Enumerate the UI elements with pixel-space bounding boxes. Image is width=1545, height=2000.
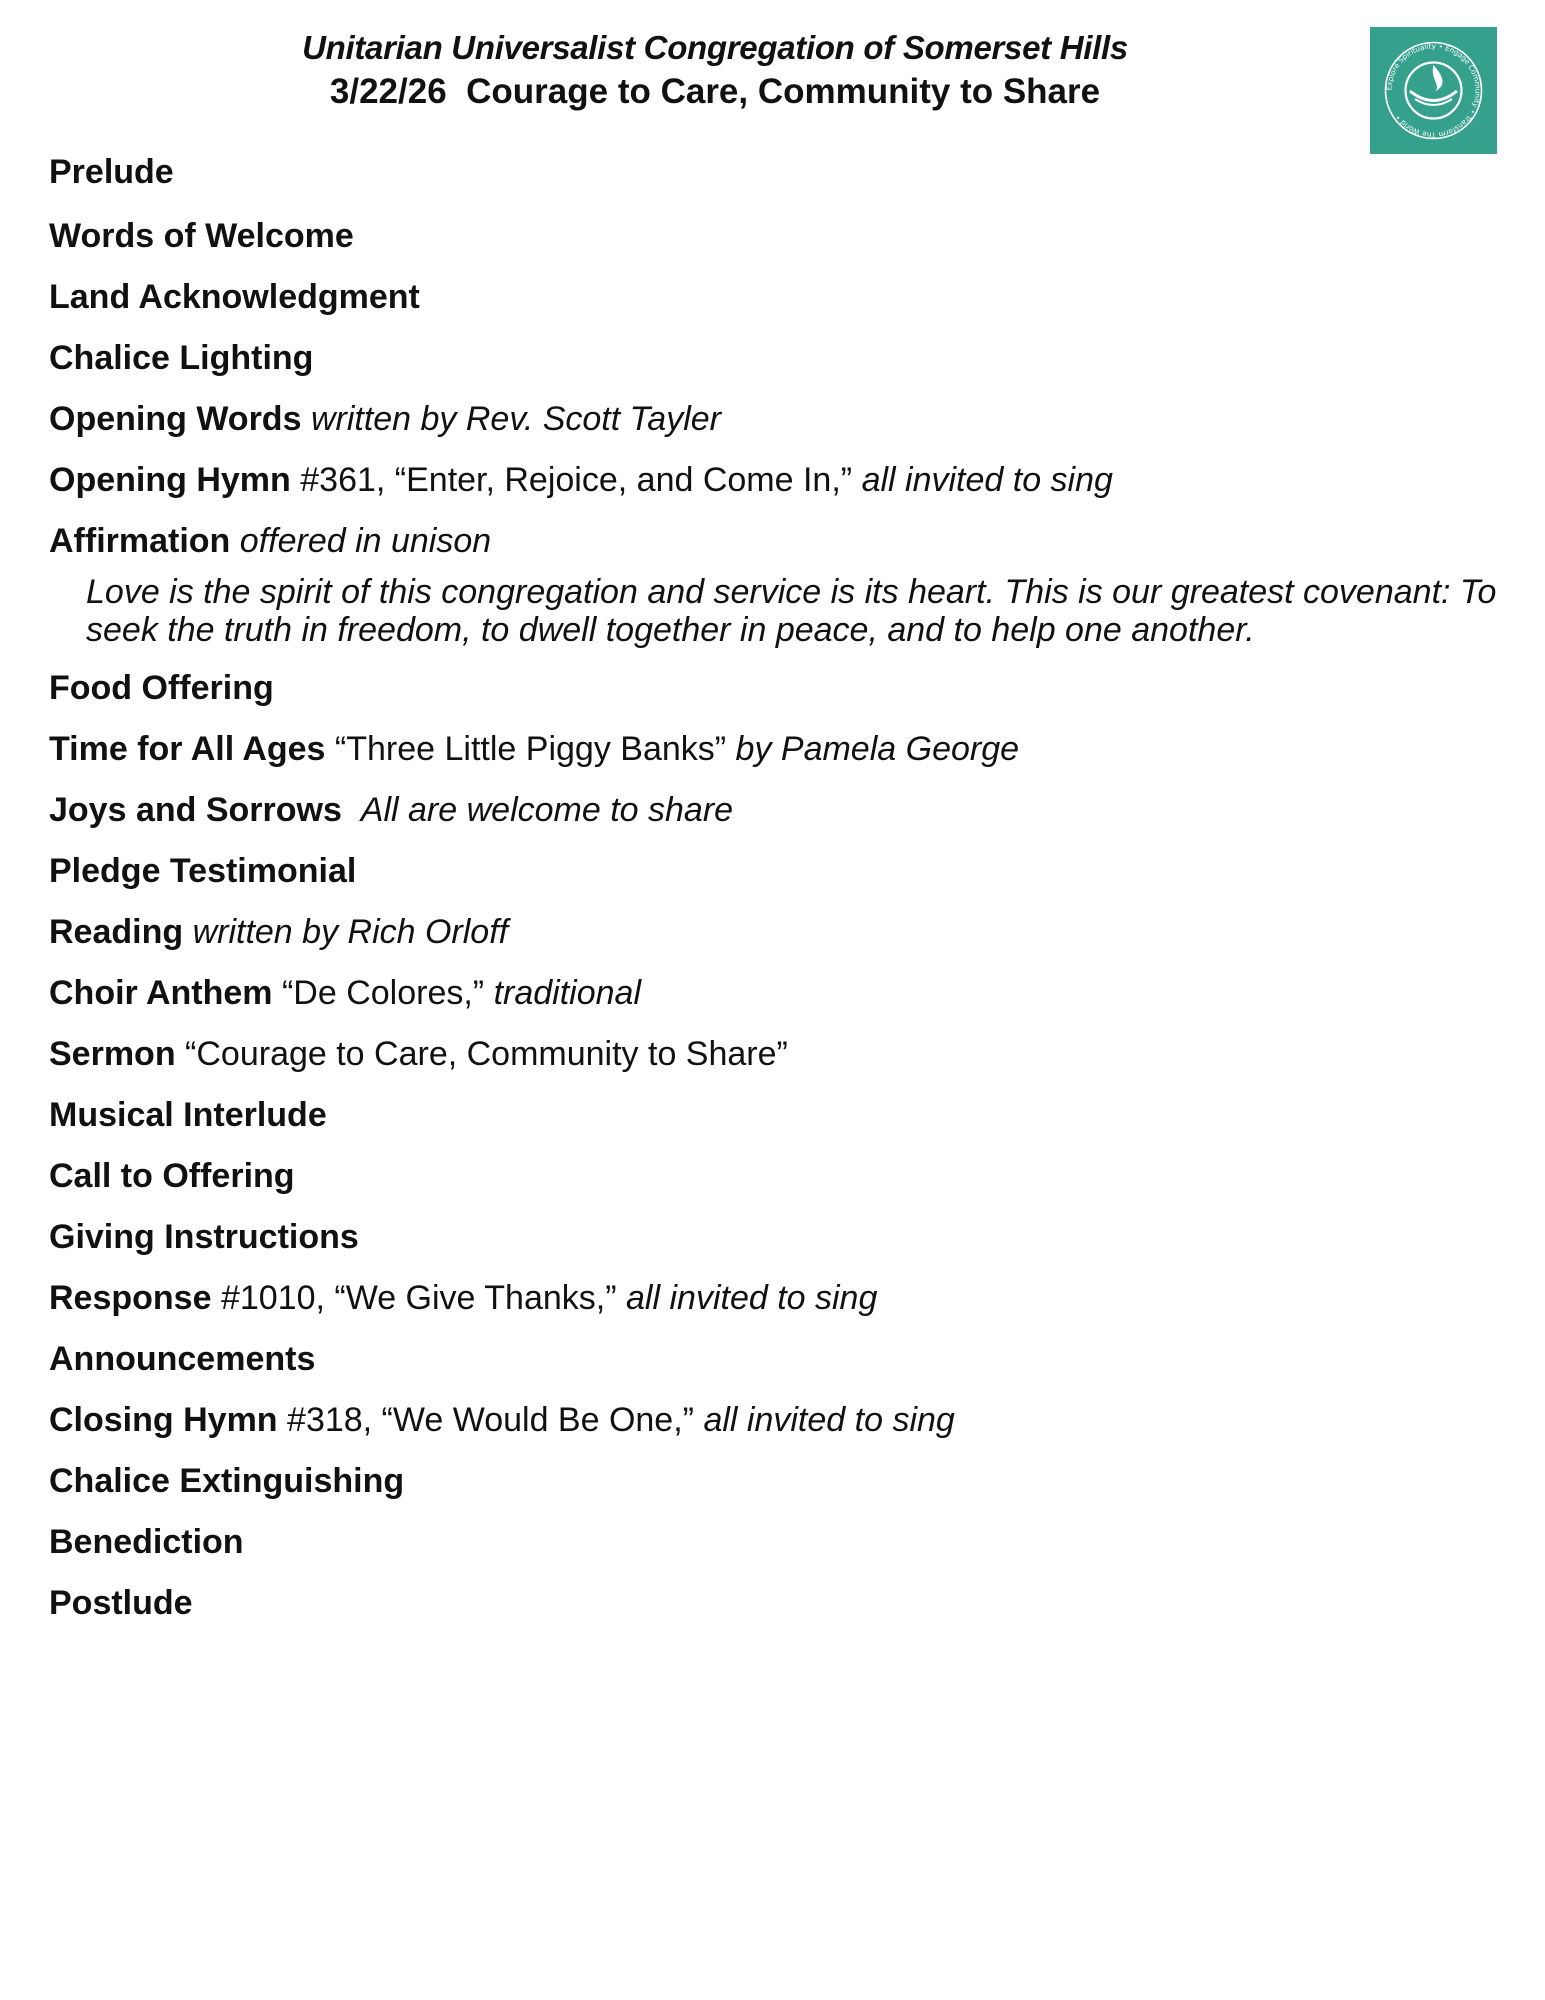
item-name: Sermon [49,1035,176,1073]
page-header [0,26,1430,114]
item-name: Opening Words [49,400,302,438]
item-detail: “Three Little Piggy Banks” [334,730,727,768]
church-name: Unitarian Universalist Congregation of Somerset Hills [302,29,1128,66]
item-name: Giving Instructions [49,1218,359,1256]
item-name: Opening Hymn [49,461,291,499]
item-pledge-testimonial [49,849,1489,893]
item-announcements [49,1337,1489,1381]
item-prelude [49,150,1489,194]
item-chalice-extinguishing [49,1459,1489,1503]
flaming-chalice-icon [1370,27,1497,154]
affirmation-text: Love is the spirit of this congregation and service is its heart. This is our greatest covenant: To seek the truth in freedom, to dwell together in peace, and to help one another. [86,573,1497,649]
service-line [0,70,1430,114]
item-choir-anthem [49,971,1489,1015]
item-note: offered in unison [239,522,492,560]
item-opening-hymn [49,458,1489,502]
item-detail: “Courage to Care, Community to Share” [185,1035,788,1073]
item-affirmation [49,519,1489,563]
item-name: Choir Anthem [49,974,273,1012]
item-note: all invited to sing [703,1401,955,1439]
item-detail: “De Colores,” [281,974,485,1012]
item-welcome [49,214,1489,258]
item-name: Call to Offering [49,1157,295,1195]
item-note: by Pamela George [735,730,1020,768]
item-postlude [49,1581,1489,1625]
item-land-acknowledgment [49,275,1489,319]
order-of-service [49,150,1497,1642]
item-name: Pledge Testimonial [49,852,357,890]
item-name: Affirmation [49,522,231,560]
item-note: all invited to sing [861,461,1113,499]
item-detail: #1010, “We Give Thanks,” [220,1279,617,1317]
item-name: Announcements [49,1340,316,1378]
item-name: Chalice Extinguishing [49,1462,405,1500]
item-detail: #318, “We Would Be One,” [287,1401,694,1439]
item-note: All are welcome to share [360,791,734,829]
item-name: Reading [49,913,184,951]
item-name: Prelude [49,153,174,191]
item-note: traditional [493,974,642,1012]
item-chalice-lighting [49,336,1489,380]
item-name: Postlude [49,1584,193,1622]
item-giving-instructions [49,1215,1489,1259]
item-name: Benediction [49,1523,244,1561]
item-note: written by Rich Orloff [192,913,509,951]
item-time-for-all-ages [49,727,1489,771]
item-closing-hymn [49,1398,1489,1442]
item-opening-words [49,397,1489,441]
service-date: 3/22/26 [329,72,447,111]
service-title: Courage to Care, Community to Share [466,72,1101,111]
item-response [49,1276,1489,1320]
item-call-to-offering [49,1154,1489,1198]
item-name: Musical Interlude [49,1096,327,1134]
item-musical-interlude [49,1093,1489,1137]
item-benediction [49,1520,1489,1564]
item-name: Response [49,1279,212,1317]
logo-ring-text: Explore Spirituality • Engage Community • Transform The World • [1384,41,1483,140]
item-joys-sorrows [49,788,1489,832]
item-food-offering [49,666,1489,710]
item-reading [49,910,1489,954]
item-name: Time for All Ages [49,730,326,768]
item-name: Land Acknowledgment [49,278,420,316]
item-note: all invited to sing [626,1279,878,1317]
item-name: Food Offering [49,669,274,707]
item-detail: #361, “Enter, Rejoice, and Come In,” [300,461,853,499]
item-sermon [49,1032,1489,1076]
uu-logo [1370,27,1497,154]
item-name: Closing Hymn [49,1401,278,1439]
item-note: written by Rev. Scott Tayler [310,400,721,438]
item-name: Chalice Lighting [49,339,314,377]
item-name: Joys and Sorrows [49,791,342,829]
item-name: Words of Welcome [49,217,354,255]
